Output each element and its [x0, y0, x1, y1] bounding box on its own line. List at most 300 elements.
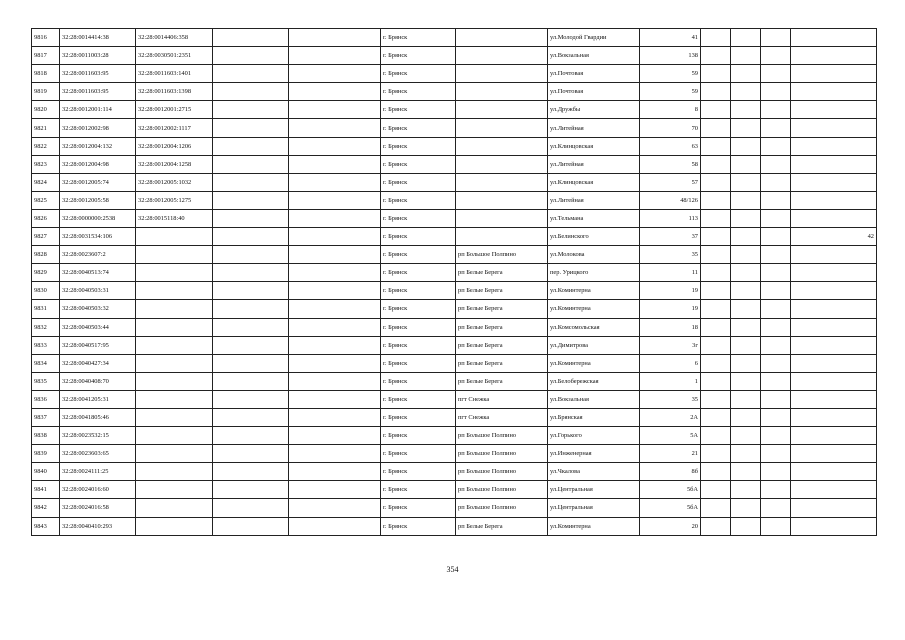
table-cell: 32:28:0041805:46: [60, 408, 136, 426]
table-cell: [289, 354, 381, 372]
table-cell: ул.Почтовая: [548, 65, 640, 83]
table-cell: [701, 318, 731, 336]
table-cell: [289, 155, 381, 173]
table-cell: [136, 463, 213, 481]
table-cell: [701, 354, 731, 372]
table-cell: [701, 173, 731, 191]
table-cell: [701, 47, 731, 65]
table-cell: 32:28:0012005:1275: [136, 191, 213, 209]
table-cell: [213, 246, 289, 264]
table-cell: [731, 354, 761, 372]
table-cell: [731, 137, 761, 155]
table-cell: [701, 517, 731, 535]
table-cell: г. Брянск: [381, 481, 456, 499]
table-cell: 9827: [32, 228, 60, 246]
table-cell: [731, 390, 761, 408]
table-cell: г. Брянск: [381, 47, 456, 65]
table-cell: [791, 264, 877, 282]
table-cell: [761, 173, 791, 191]
table-cell: г. Брянск: [381, 463, 456, 481]
table-cell: г. Брянск: [381, 445, 456, 463]
table-cell: 32:28:0040408:70: [60, 372, 136, 390]
table-cell: ул.Почтовая: [548, 83, 640, 101]
table-cell: рп Белые Берега: [456, 354, 548, 372]
table-cell: ул.Вокзальная: [548, 390, 640, 408]
table-cell: [213, 29, 289, 47]
table-cell: [456, 137, 548, 155]
address-table: [31, 28, 877, 536]
table-cell: [289, 264, 381, 282]
table-cell: г. Брянск: [381, 300, 456, 318]
table-cell: [791, 173, 877, 191]
table-cell: ул.Молокова: [548, 246, 640, 264]
table-cell: 32:28:0011603:95: [60, 83, 136, 101]
table-cell: ул.Молодой Гвардии: [548, 29, 640, 47]
table-cell: [761, 137, 791, 155]
table-cell: [761, 155, 791, 173]
table-cell: [289, 173, 381, 191]
table-cell: [213, 191, 289, 209]
table-cell: ул.Коминтерна: [548, 300, 640, 318]
table-cell: [761, 65, 791, 83]
table-cell: [731, 29, 761, 47]
table-cell: [761, 481, 791, 499]
table-cell: [791, 65, 877, 83]
table-cell: [136, 517, 213, 535]
table-cell: [791, 29, 877, 47]
table-cell: 41: [640, 29, 701, 47]
table-cell: 32:28:0000000:2538: [60, 209, 136, 227]
table-cell: [136, 481, 213, 499]
table-cell: [731, 264, 761, 282]
table-cell: 48/126: [640, 191, 701, 209]
table-cell: [136, 354, 213, 372]
table-cell: [701, 300, 731, 318]
table-cell: [456, 29, 548, 47]
table-cell: 1: [640, 372, 701, 390]
table-row: [32, 209, 877, 227]
table-cell: 8б: [640, 463, 701, 481]
table-cell: 9818: [32, 65, 60, 83]
table-cell: г. Брянск: [381, 191, 456, 209]
table-cell: [791, 101, 877, 119]
table-cell: ул.Чкалова: [548, 463, 640, 481]
table-cell: 9828: [32, 246, 60, 264]
table-cell: [289, 101, 381, 119]
table-cell: 9843: [32, 517, 60, 535]
table-cell: г. Брянск: [381, 264, 456, 282]
table-cell: 35: [640, 246, 701, 264]
table-cell: [731, 481, 761, 499]
table-cell: [701, 191, 731, 209]
table-row: [32, 83, 877, 101]
table-cell: [213, 228, 289, 246]
table-cell: [761, 372, 791, 390]
table-cell: [213, 408, 289, 426]
table-cell: 9839: [32, 445, 60, 463]
table-cell: [289, 481, 381, 499]
table-cell: г. Брянск: [381, 499, 456, 517]
table-cell: [731, 246, 761, 264]
table-row: [32, 336, 877, 354]
table-cell: [289, 119, 381, 137]
table-cell: [213, 499, 289, 517]
table-cell: [213, 481, 289, 499]
table-cell: рп Белые Берега: [456, 372, 548, 390]
table-row: [32, 246, 877, 264]
table-cell: [213, 209, 289, 227]
table-cell: 5бА: [640, 499, 701, 517]
table-cell: [289, 390, 381, 408]
table-cell: г. Брянск: [381, 29, 456, 47]
table-cell: 32:28:0014414:38: [60, 29, 136, 47]
table-cell: рп Белые Берега: [456, 318, 548, 336]
table-cell: [791, 390, 877, 408]
table-cell: рп Большое Полпино: [456, 445, 548, 463]
table-cell: [791, 445, 877, 463]
table-cell: г. Брянск: [381, 101, 456, 119]
table-cell: [701, 481, 731, 499]
table-row: [32, 137, 877, 155]
table-cell: рп Белые Берега: [456, 336, 548, 354]
table-cell: [791, 155, 877, 173]
table-cell: [213, 517, 289, 535]
table-cell: [791, 408, 877, 426]
table-cell: г. Брянск: [381, 228, 456, 246]
table-cell: [701, 336, 731, 354]
table-cell: г. Брянск: [381, 517, 456, 535]
table-row: [32, 300, 877, 318]
table-cell: [761, 191, 791, 209]
table-row: [32, 517, 877, 535]
table-cell: ул.Комсомольская: [548, 318, 640, 336]
table-cell: [731, 155, 761, 173]
table-cell: [213, 300, 289, 318]
table-cell: г. Брянск: [381, 137, 456, 155]
table-row: [32, 191, 877, 209]
table-cell: ул.Белобережская: [548, 372, 640, 390]
table-cell: [289, 372, 381, 390]
table-cell: [761, 209, 791, 227]
table-cell: [136, 499, 213, 517]
table-cell: [213, 336, 289, 354]
table-cell: г. Брянск: [381, 354, 456, 372]
table-cell: 32:28:0023607:2: [60, 246, 136, 264]
table-cell: 32:28:0024111:25: [60, 463, 136, 481]
table-cell: г. Брянск: [381, 83, 456, 101]
table-cell: 9825: [32, 191, 60, 209]
table-cell: 9833: [32, 336, 60, 354]
table-cell: 32:28:0011003:28: [60, 47, 136, 65]
table-cell: ул.Белинского: [548, 228, 640, 246]
table-cell: [289, 47, 381, 65]
table-cell: [701, 390, 731, 408]
table-cell: ул.Горького: [548, 427, 640, 445]
table-cell: г. Брянск: [381, 372, 456, 390]
table-cell: ул.Литейная: [548, 191, 640, 209]
table-cell: 42: [791, 228, 877, 246]
table-cell: [761, 47, 791, 65]
table-cell: [213, 119, 289, 137]
table-row: [32, 47, 877, 65]
table-cell: [289, 29, 381, 47]
table-cell: [701, 408, 731, 426]
table-cell: 32:28:0024016:58: [60, 499, 136, 517]
table-cell: [761, 29, 791, 47]
table-cell: [136, 282, 213, 300]
table-cell: [731, 83, 761, 101]
table-row: [32, 101, 877, 119]
table-cell: [791, 463, 877, 481]
table-cell: ул.Коминтерна: [548, 282, 640, 300]
table-cell: 32:28:0012005:58: [60, 191, 136, 209]
table-cell: [791, 499, 877, 517]
table-cell: 9834: [32, 354, 60, 372]
table-cell: 32:28:0023603:65: [60, 445, 136, 463]
table-cell: [791, 481, 877, 499]
table-cell: 9821: [32, 119, 60, 137]
table-cell: [791, 191, 877, 209]
table-cell: ул.Дружбы: [548, 101, 640, 119]
table-cell: 32:28:0040517:95: [60, 336, 136, 354]
table-cell: 32:28:0012004:98: [60, 155, 136, 173]
table-cell: 9838: [32, 427, 60, 445]
table-cell: 9830: [32, 282, 60, 300]
table-cell: [761, 282, 791, 300]
table-cell: [136, 445, 213, 463]
table-cell: [761, 408, 791, 426]
table-cell: 32:28:0012004:132: [60, 137, 136, 155]
table-cell: г. Брянск: [381, 282, 456, 300]
table-row: [32, 318, 877, 336]
table-cell: [701, 228, 731, 246]
table-cell: [456, 83, 548, 101]
table-cell: 9820: [32, 101, 60, 119]
table-cell: 32:28:0024016:60: [60, 481, 136, 499]
table-cell: [136, 246, 213, 264]
table-cell: ул.Коминтерна: [548, 354, 640, 372]
table-cell: 138: [640, 47, 701, 65]
table-cell: 9836: [32, 390, 60, 408]
table-cell: [761, 300, 791, 318]
table-row: [32, 155, 877, 173]
table-cell: [731, 427, 761, 445]
table-cell: [791, 83, 877, 101]
table-cell: [289, 445, 381, 463]
table-cell: 32:28:0041205:31: [60, 390, 136, 408]
table-row: [32, 173, 877, 191]
table-cell: [731, 209, 761, 227]
table-cell: 59: [640, 83, 701, 101]
table-cell: 32:28:0012001:114: [60, 101, 136, 119]
table-cell: 9822: [32, 137, 60, 155]
table-cell: [731, 228, 761, 246]
table-cell: ул.Литейная: [548, 119, 640, 137]
table-cell: 9829: [32, 264, 60, 282]
table-cell: [213, 83, 289, 101]
table-cell: ул.Клинцовская: [548, 137, 640, 155]
table-cell: 63: [640, 137, 701, 155]
table-cell: [701, 499, 731, 517]
table-cell: [701, 445, 731, 463]
table-cell: 9826: [32, 209, 60, 227]
table-cell: 70: [640, 119, 701, 137]
table-cell: [456, 119, 548, 137]
table-cell: [701, 264, 731, 282]
table-row: [32, 119, 877, 137]
table-cell: 35: [640, 390, 701, 408]
table-cell: [731, 445, 761, 463]
table-cell: [731, 463, 761, 481]
table-cell: 18: [640, 318, 701, 336]
table-cell: [289, 336, 381, 354]
table-cell: [213, 155, 289, 173]
table-cell: [761, 318, 791, 336]
table-cell: [761, 427, 791, 445]
table-row: [32, 29, 877, 47]
table-cell: пгт Снежка: [456, 408, 548, 426]
table-cell: [761, 246, 791, 264]
table-cell: 32:28:0040503:32: [60, 300, 136, 318]
table-row: [32, 390, 877, 408]
table-cell: [289, 83, 381, 101]
table-cell: [731, 173, 761, 191]
table-cell: [701, 119, 731, 137]
page-number: 354: [446, 565, 459, 574]
table-cell: [701, 65, 731, 83]
table-cell: [456, 65, 548, 83]
table-cell: [791, 246, 877, 264]
table-cell: 6: [640, 354, 701, 372]
table-cell: рп Большое Полпино: [456, 463, 548, 481]
table-cell: 20: [640, 517, 701, 535]
table-row: [32, 372, 877, 390]
table-cell: г. Брянск: [381, 173, 456, 191]
table-cell: 21: [640, 445, 701, 463]
table-cell: 59: [640, 65, 701, 83]
table-cell: г. Брянск: [381, 318, 456, 336]
table-cell: [213, 101, 289, 119]
table-cell: 32:28:0040503:44: [60, 318, 136, 336]
table-cell: 9816: [32, 29, 60, 47]
table-cell: [136, 390, 213, 408]
table-cell: [701, 29, 731, 47]
table-cell: ул.Литейная: [548, 155, 640, 173]
table-row: [32, 408, 877, 426]
table-cell: [791, 209, 877, 227]
table-cell: рп Большое Полпино: [456, 481, 548, 499]
table-row: [32, 481, 877, 499]
table-cell: [213, 137, 289, 155]
table-cell: 9842: [32, 499, 60, 517]
table-cell: 32:28:0040503:31: [60, 282, 136, 300]
table-cell: [791, 300, 877, 318]
table-cell: 9817: [32, 47, 60, 65]
table-cell: [701, 372, 731, 390]
table-cell: 32:28:0040513:74: [60, 264, 136, 282]
table-cell: 8: [640, 101, 701, 119]
table-cell: 32:28:0011603:95: [60, 65, 136, 83]
table-cell: [289, 282, 381, 300]
table-row: [32, 499, 877, 517]
table-cell: [213, 47, 289, 65]
table-cell: [791, 47, 877, 65]
table-cell: 37: [640, 228, 701, 246]
table-cell: [213, 390, 289, 408]
table-cell: [289, 65, 381, 83]
table-cell: [761, 119, 791, 137]
table-cell: [761, 336, 791, 354]
table-cell: [456, 228, 548, 246]
table-row: [32, 282, 877, 300]
table-cell: [731, 282, 761, 300]
table-cell: 9824: [32, 173, 60, 191]
table-cell: 9840: [32, 463, 60, 481]
table-cell: [289, 246, 381, 264]
table-cell: [761, 517, 791, 535]
table-cell: [791, 282, 877, 300]
table-cell: [701, 83, 731, 101]
table-cell: 32:28:0040410:293: [60, 517, 136, 535]
table-cell: 32:28:0012004:1258: [136, 155, 213, 173]
table-cell: [136, 372, 213, 390]
table-cell: [289, 300, 381, 318]
table-cell: [456, 47, 548, 65]
table-cell: [761, 264, 791, 282]
table-cell: [136, 318, 213, 336]
table-cell: [289, 408, 381, 426]
table-cell: 32:28:0012001:2715: [136, 101, 213, 119]
table-cell: г. Брянск: [381, 408, 456, 426]
table-cell: ул.Центральная: [548, 499, 640, 517]
table-cell: [731, 300, 761, 318]
table-cell: [791, 517, 877, 535]
table-cell: [761, 499, 791, 517]
table-cell: [731, 65, 761, 83]
table-cell: 32:28:0012005:1032: [136, 173, 213, 191]
table-cell: [456, 173, 548, 191]
table-cell: ул.Коминтерна: [548, 517, 640, 535]
table-cell: [731, 191, 761, 209]
table-cell: [289, 517, 381, 535]
table-cell: ул.Тельмана: [548, 209, 640, 227]
table-cell: 19: [640, 282, 701, 300]
table-cell: 2А: [640, 408, 701, 426]
table-cell: 9832: [32, 318, 60, 336]
table-cell: [136, 427, 213, 445]
table-cell: рп Большое Полпино: [456, 246, 548, 264]
table-cell: [136, 228, 213, 246]
table-row: [32, 445, 877, 463]
table-cell: [136, 300, 213, 318]
table-cell: рп Белые Берега: [456, 517, 548, 535]
table-cell: [456, 191, 548, 209]
table-cell: г. Брянск: [381, 119, 456, 137]
table-cell: 9819: [32, 83, 60, 101]
table-cell: [136, 408, 213, 426]
table-cell: ул.Инженерная: [548, 445, 640, 463]
table-cell: [213, 318, 289, 336]
table-cell: [791, 372, 877, 390]
table-cell: г. Брянск: [381, 336, 456, 354]
table-cell: 5бА: [640, 481, 701, 499]
table-cell: [289, 209, 381, 227]
table-cell: [701, 155, 731, 173]
table-cell: [289, 463, 381, 481]
table-cell: [791, 354, 877, 372]
table-cell: рп Белые Берега: [456, 282, 548, 300]
table-cell: [213, 354, 289, 372]
